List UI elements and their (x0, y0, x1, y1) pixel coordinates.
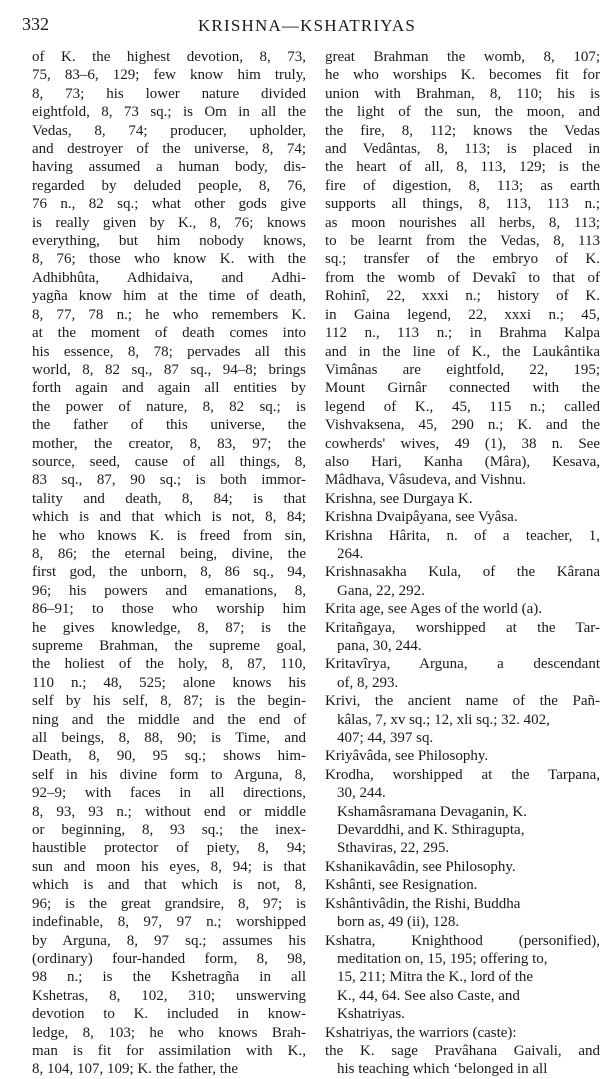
page-header (22, 14, 592, 40)
index-line: his essence, 8, 78; pervades all this (32, 343, 306, 360)
index-line: Kshatriyas, the warriors (caste): (325, 1024, 517, 1041)
index-line: 8, 76; those who know K. with the (32, 251, 306, 268)
page-number: 332 (22, 14, 49, 34)
index-line: all beings, 8, 88, 90; is Time, and (32, 730, 306, 747)
index-line: and in the line of K., the Laukântika (325, 343, 600, 360)
index-line: meditation on, 15, 195; offering to, (337, 950, 548, 967)
index-line: the light of the sun, the moon, and (325, 104, 600, 121)
index-line: Death, 8, 90, 95 sq.; shows him- (32, 748, 306, 765)
index-line: K., 44, 64. See also Caste, and (337, 987, 520, 1004)
index-line: of K. the highest devotion, 8, 73, (32, 49, 306, 65)
index-line: or beginning, 8, 93 sq.; the inex- (32, 822, 306, 839)
index-line: 96; his powers and emanations, 8, (32, 582, 306, 599)
index-line: 8, 73; his lower nature divided (32, 85, 306, 102)
index-line: Kshatriyas. (337, 1006, 405, 1023)
index-line: sq.; transfer of the embryo of K. (325, 251, 600, 268)
index-line: 8, 104, 107, 109; K. the father, the (32, 1061, 239, 1078)
index-line: Krishna, see Durgaya K. (325, 490, 473, 507)
index-line: 76 n., 82 sq.; what other gods give (32, 196, 306, 213)
index-line: 92–9; with faces in all directions, (32, 785, 306, 802)
index-line: tality and death, 8, 84; is that (32, 490, 306, 507)
index-line: Kshamâsramana Devaganin, K. (337, 803, 527, 820)
index-line: devotion to K. included in know- (32, 1006, 306, 1023)
index-line: Kritañgaya, worshipped at the Tar- (325, 619, 600, 636)
index-line: self by his self, 8, 87; is the begin- (32, 693, 306, 710)
index-line: Kshântivâdin, the Rishi, Buddha (325, 895, 521, 912)
index-line: regarded by deluded people, 8, 76, (32, 177, 306, 194)
index-line: the holiest of the holy, 8, 87, 110, (32, 656, 306, 673)
index-line: Rohinî, 22, xxxi n.; history of K. (325, 288, 600, 305)
index-line: cowherds' wives, 49 (1), 38 n. See (325, 435, 600, 452)
index-line: Kriyâvâda, see Philosophy. (325, 748, 489, 765)
index-line: he who worships K. becomes fit for (325, 67, 600, 84)
index-line: self in his divine form to Arguna, 8, (32, 766, 306, 783)
index-line: everything, but him nobody knows, (32, 233, 306, 250)
index-line: Krishnasakha Kula, of the Kârana (325, 564, 600, 581)
index-line: yagña know him at the time of death, (32, 288, 306, 305)
index-line: of, 8, 293. (337, 674, 399, 691)
right-column (325, 48, 600, 1079)
index-line: indefinable, 8, 97, 97 n.; worshipped (32, 914, 306, 931)
index-line: Kshatra, Knighthood (personified), (325, 932, 600, 949)
index-line: Kritavîrya, Arguna, a descendant (325, 656, 600, 673)
index-line: which is and that which is not, 8, 84; (32, 509, 306, 526)
index-line: 96; is the great grandsire, 8, 97; is (32, 895, 306, 912)
index-line: 110 n.; 48, 525; alone knows his (32, 674, 306, 691)
index-line: 83 sq., 87, 90 sq.; is both immor- (32, 472, 306, 489)
index-line: 15, 211; Mitra the K., lord of the (337, 969, 534, 986)
index-line: at the moment of death comes into (32, 325, 306, 342)
running-head: KRISHNA—KSHATRIYAS (197, 16, 417, 35)
index-line: legend of K., 45, 115 n.; called (325, 398, 600, 415)
index-line: ledge, 8, 103; he who knows Brah- (32, 1024, 306, 1041)
index-line: Vishvaksena, 45, 290 n.; K. and the (325, 417, 600, 434)
index-line: great Brahman the womb, 8, 107; (325, 49, 600, 65)
index-line: fire of digestion, 8, 113; as earth (325, 177, 600, 194)
index-line: world, 8, 82 sq., 87 sq., 94–8; brings (32, 361, 306, 378)
index-line: eightfold, 8, 73 sq.; is Om in all the (32, 104, 306, 121)
index-line: Vimânas are eightfold, 22, 195; (325, 361, 600, 378)
index-line: first god, the unborn, 8, 86 sq., 94, (32, 564, 306, 581)
index-line: ning and the middle and the end of (32, 711, 306, 728)
index-line: 264. (337, 545, 364, 562)
index-line: union with Brahman, 8, 110; his is (325, 85, 600, 102)
index-line: 75, 83–6, 129; few know him truly, (32, 67, 306, 84)
index-line: which is and that which is not, 8, (32, 877, 306, 894)
index-line: Mount Girnâr connected with the (325, 380, 600, 397)
index-line: and Vedântas, 8, 113; is placed in (325, 141, 600, 158)
index-line: he who knows K. is freed from sin, (32, 527, 306, 544)
left-column (32, 48, 306, 1079)
index-line: supports all things, 8, 113, 113 n.; (325, 196, 600, 213)
index-line: 8, 86; the eternal being, divine, the (32, 545, 306, 562)
index-line: from the womb of Devakî to that of (325, 269, 600, 286)
index-line: pana, 30, 244. (337, 638, 422, 654)
index-line: Gana, 22, 292. (337, 582, 425, 599)
index-line: source, seed, cause of all things, 8, (32, 453, 306, 470)
index-line: sun and moon his eyes, 8, 94; is that (32, 858, 306, 875)
index-line: the fire, 8, 112; knows the Vedas (325, 122, 600, 139)
index-line: mother, the creator, 8, 83, 97; the (32, 435, 306, 452)
index-line: Kshanikavâdin, see Philosophy. (325, 858, 516, 875)
index-line: 8, 93, 93 n.; without end or middle (32, 803, 306, 820)
index-line: 8, 77, 78 n.; he who remembers K. (32, 306, 306, 323)
index-line: he gives knowledge, 8, 87; is the (32, 619, 306, 636)
index-line: supreme Brahman, the supreme goal, (32, 638, 306, 654)
index-line: 407; 44, 397 sq. (337, 730, 434, 747)
index-line: forth again and again all entities by (32, 380, 306, 397)
index-line: also Hari, Kanha (Mâra), Kesava, (325, 453, 600, 470)
index-line: his teaching which ‘belonged in all (337, 1061, 548, 1078)
index-line: 98 n.; is the Kshetragña in all (32, 969, 306, 986)
index-line: Kshetras, 8, 102, 310; unswerving (32, 987, 306, 1004)
index-line: Krishna Hârita, n. of a teacher, 1, (325, 527, 600, 544)
index-line: haustible protector of piety, 8, 94; (32, 840, 306, 857)
index-line: Sthaviras, 22, 295. (337, 840, 450, 857)
index-line: Kshânti, see Resignation. (325, 877, 478, 894)
index-line: Devarddhi, and K. Sthiragupta, (337, 822, 525, 839)
index-line: as moon nourishes all herbs, 8, 113; (325, 214, 600, 231)
index-line: Mâdhava, Vâsudeva, and Vishnu. (325, 472, 527, 489)
index-line: Vedas, 8, 74; producer, upholder, (32, 122, 306, 139)
index-line: kâlas, 7, xv sq.; 12, xli sq.; 32. 402, (337, 711, 550, 728)
index-line: Krivi, the ancient name of the Pañ- (325, 693, 600, 710)
index-line: (ordinary) four-handed form, 8, 98, (32, 950, 306, 967)
index-line: the K. sage Pravâhana Gaivali, and (325, 1042, 600, 1059)
index-line: Adhibhûta, Adhidaiva, and Adhi- (32, 269, 306, 286)
index-line: is really given by K., 8, 76; knows (32, 214, 306, 231)
index-line: man is fit for assimilation with K., (32, 1042, 306, 1059)
index-line: Krita age, see Ages of the world (a). (325, 601, 543, 618)
index-line: in Gaina legend, 22, xxxi n.; 45, (325, 306, 600, 323)
index-line: the power of nature, 8, 82 sq.; is (32, 398, 306, 415)
index-line: the father of this universe, the (32, 417, 306, 434)
index-line: Krishna Dvaipâyana, see Vyâsa. (325, 509, 518, 526)
index-line: the heart of all, 8, 113, 129; is the (325, 159, 600, 176)
index-line: born as, 49 (ii), 128. (337, 914, 460, 931)
index-line: Krodha, worshipped at the Tarpana, (325, 766, 600, 783)
index-line: by Arguna, 8, 97 sq.; assumes his (32, 932, 306, 949)
index-line: 86–91; to those who worship him (32, 601, 306, 618)
index-line: and destroyer of the universe, 8, 74; (32, 141, 306, 158)
index-line: 112 n., 113 n.; in Brahma Kalpa (325, 325, 600, 342)
index-line: 30, 244. (337, 785, 386, 802)
index-line: having assumed a human body, dis- (32, 159, 306, 176)
index-line: to be learnt from the Vedas, 8, 113 (325, 233, 600, 250)
